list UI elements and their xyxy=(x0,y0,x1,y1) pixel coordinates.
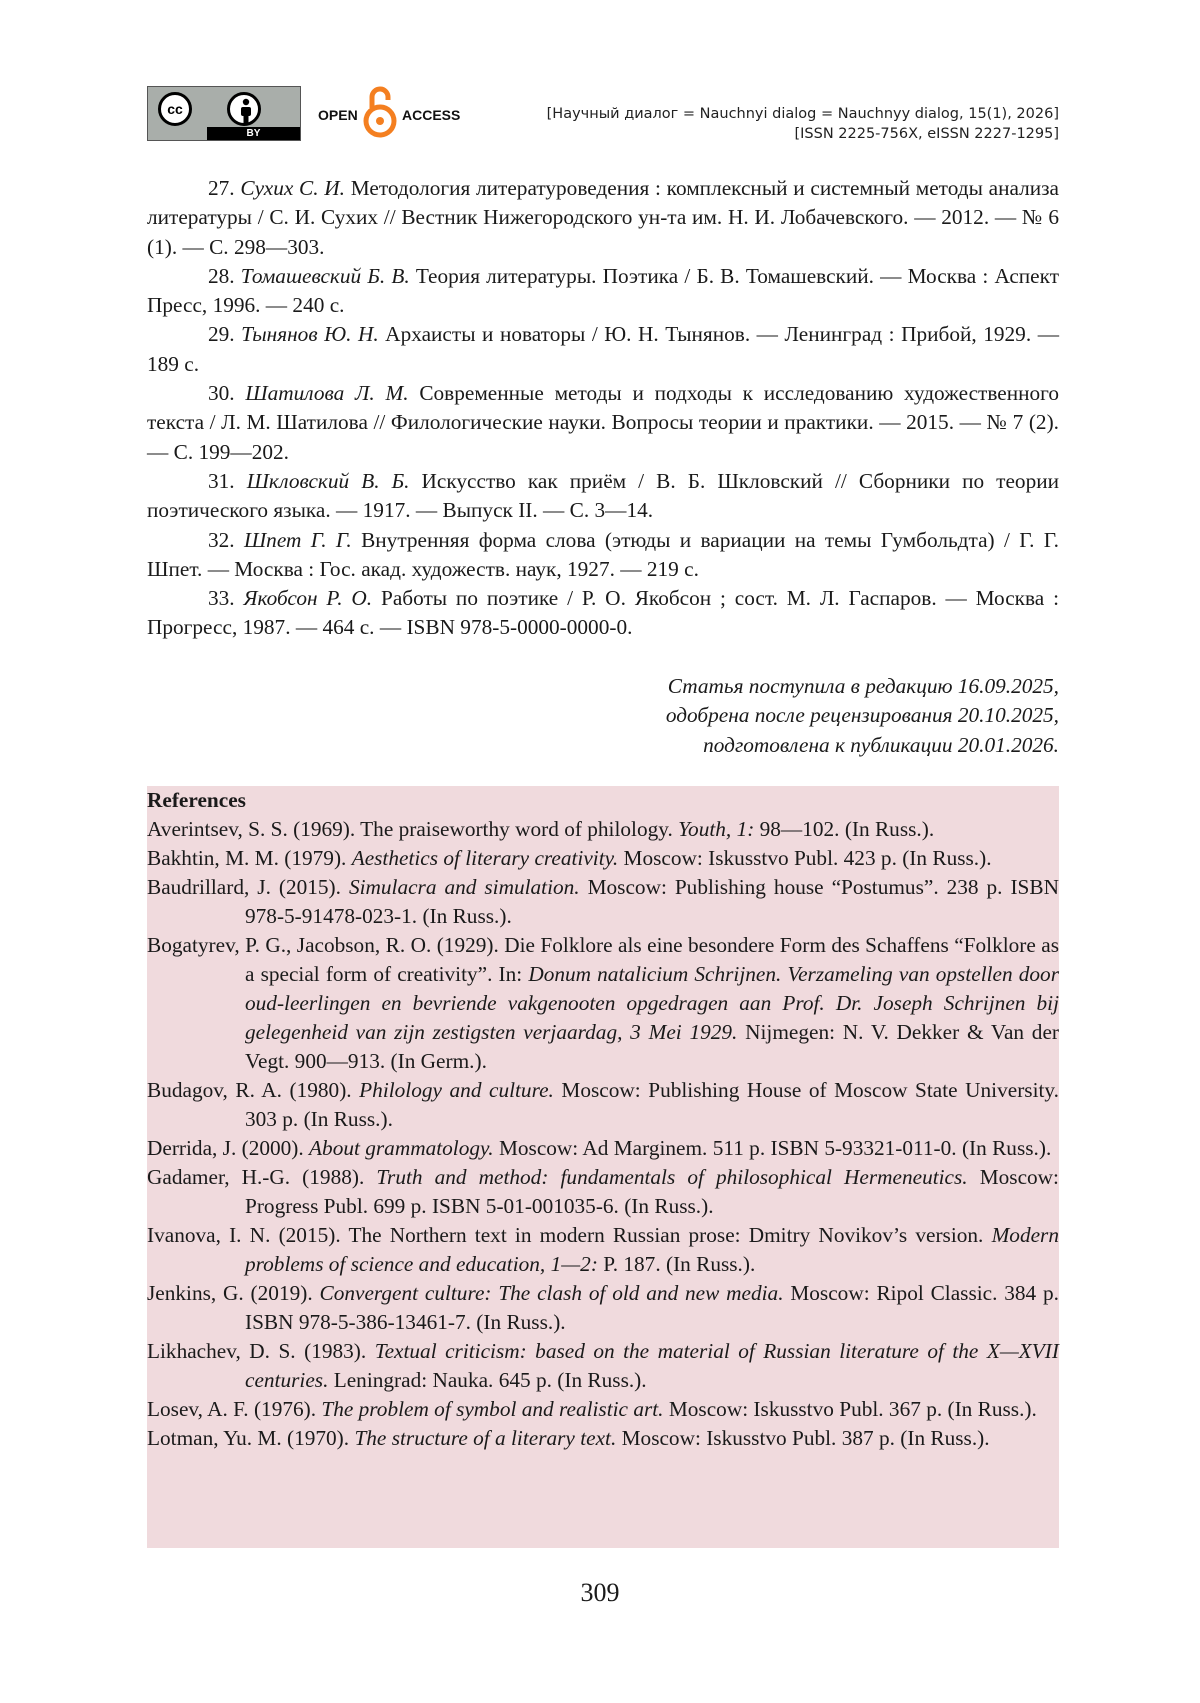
creative-commons-icon: cc xyxy=(158,92,192,126)
journal-citation-line1: [Научный диалог = Nauchnyi dialog = Nauchnyy dialog, 15(1), 2026] xyxy=(546,106,1059,122)
bibliography-entry: 33. Якобсон Р. О. Работы по поэтике / Р. О. Якобсон ; сост. М. Л. Гаспаров. — Москва : Прогресс, 1987. — 464 с. — ISBN 978-5-0000-0000-0. xyxy=(147,586,1059,640)
journal-issn-line: [ISSN 2225-756X, eISSN 2227-1295] xyxy=(794,126,1059,142)
date-received: Статья поступила в редакцию 16.09.2025, xyxy=(667,674,1059,698)
open-access-logo xyxy=(318,84,461,140)
reference-entry: Losev, A. F. (1976). The problem of symbol and realistic art. Moscow: Iskusstvo Publ. 367 p. (In Russ.). xyxy=(147,1397,1037,1421)
reference-entry: Bogatyrev, P. G., Jacobson, R. O. (1929). Die Folklore als eine besondere Form des Schaffens “Folklore as a special form of creativity”. In: Donum natalicium Schrijnen. Verzameling van opstellen door oud-leerlingen en bevriende vakgenooten opgedragen aan Prof. Dr. Joseph Schrijnen bij gelegenheid van zijn zestigsten verjaardag, 3 Mei 1929. Nijmegen: N. V. Dekker & Van der Vegt. 900—913. (In Germ.). xyxy=(147,933,1059,1073)
reference-entry: Bakhtin, M. M. (1979). Aesthetics of literary creativity. Moscow: Iskusstvo Publ. 423 p. (In Russ.). xyxy=(147,846,992,870)
reference-entry: Budagov, R. A. (1980). Philology and culture. Moscow: Publishing House of Moscow State University. 303 p. (In Russ.). xyxy=(147,1078,1059,1131)
bibliography-entry: 30. Шатилова Л. М. Современные методы и подходы к исследованию художественного текста / Л. М. Шатилова // Филологические науки. Вопросы теории и практики. — 2015. — № 7 (2). — С. 199—202. xyxy=(147,381,1060,464)
reference-entry: Gadamer, H.-G. (1988). Truth and method: fundamentals of philosophical Hermeneutics. Moscow: Progress Publ. 699 p. ISBN 5-01-001035-6. (In Russ.). xyxy=(147,1165,1059,1218)
date-prepared: подготовлена к публикации 20.01.2026. xyxy=(703,732,1059,757)
bibliography-entry: 27. Сухих С. И. Методология литературоведения : комплексный и системный методы анализа литературы / С. И. Сухих // Вестник Нижегородского ун-та им. Н. И. Лобачевского. — 2012. — № 6 (1). — С. 298—303. xyxy=(147,176,1059,259)
reference-entry: Averintsev, S. S. (1969). The praiseworthy word of philology. Youth, 1: 98—102. (In Russ.). xyxy=(147,817,935,841)
article-dates xyxy=(666,672,1059,760)
page-number: 309 xyxy=(580,1578,620,1607)
bibliography-entry: 32. Шпет Г. Г. Внутренняя форма слова (этюды и вариации на темы Гумбольдта) / Г. Г. Шпет. — Москва : Гос. акад. художеств. наук, 1927. — 219 с. xyxy=(147,527,1059,581)
cc-by-license-badge[interactable] xyxy=(147,86,301,141)
reference-entry: Derrida, J. (2000). About grammatology. Moscow: Ad Marginem. 511 p. ISBN 5-93321-011-0. (In Russ.). xyxy=(147,1136,1052,1160)
bibliography-entry: 29. Тынянов Ю. Н. Архаисты и новаторы / Ю. Н. Тынянов. — Ленинград : Прибой, 1929. — 189 с. xyxy=(147,322,1059,376)
reference-entry: Jenkins, G. (2019). Convergent culture: The clash of old and new media. Moscow: Ripol Classic. 384 p. ISBN 978-5-386-13461-7. (In Russ.). xyxy=(147,1281,1059,1334)
journal-citation xyxy=(547,104,1059,144)
open-access-lock-icon xyxy=(363,84,397,140)
date-approved: одобрена после рецензирования 20.10.2025, xyxy=(665,703,1059,728)
reference-entry: Ivanova, I. N. (2015). The Northern text in modern Russian prose: Dmitry Novikov’s version. Modern problems of science and education, 1—2: P. 187. (In Russ.). xyxy=(147,1223,1059,1276)
license-by-label: BY xyxy=(207,127,300,140)
bibliography-entry: 28. Томашевский Б. В. Теория литературы. Поэтика / Б. В. Томашевский. — Москва : Аспект Пресс, 1996. — 240 с. xyxy=(147,263,1060,318)
reference-entry: Baudrillard, J. (2015). Simulacra and simulation. Moscow: Publishing house “Postumus”. 238 p. ISBN 978-5-91478-023-1. (In Russ.). xyxy=(147,875,1059,928)
reference-entry: Likhachev, D. S. (1983). Textual criticism: based on the material of Russian literature of the X—XVII centuries. Leningrad: Nauka. 645 p. (In Russ.). xyxy=(147,1339,1059,1392)
open-access-access-text: ACCESS xyxy=(402,107,461,123)
references-heading: References xyxy=(147,788,246,812)
attribution-person-icon xyxy=(227,92,261,126)
open-access-open-text: OPEN xyxy=(318,107,358,123)
references-section xyxy=(147,786,1059,1548)
reference-entry: Lotman, Yu. M. (1970). The structure of a literary text. Moscow: Iskusstvo Publ. 387 p. (In Russ.). xyxy=(147,1426,990,1450)
bibliography-entry: 31. Шкловский В. Б. Искусство как приём / В. Б. Шкловский // Сборники по теории поэтического языка. — 1917. — Выпуск II. — С. 3—14. xyxy=(147,468,1060,523)
bibliography-list xyxy=(147,174,1059,643)
